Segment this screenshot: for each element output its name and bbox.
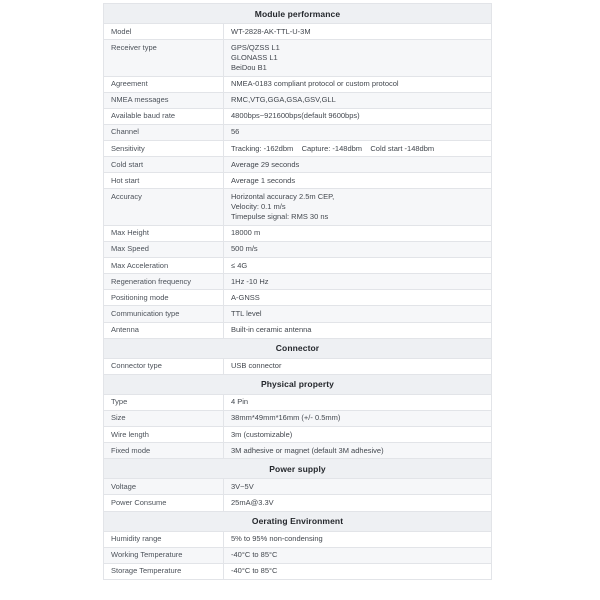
table-row [104, 173, 492, 189]
table-row [104, 76, 492, 92]
section-title: Power supply [104, 459, 492, 479]
section-title: Connector [104, 338, 492, 358]
spec-value-cell: USB connector [224, 358, 492, 374]
spec-table [103, 3, 492, 580]
spec-value-cell: Average 29 seconds [224, 157, 492, 173]
spec-value-cell: 500 m/s [224, 241, 492, 257]
spec-value-cell: Tracking: -162dbm Capture: -148dbm Cold start -148dbm [224, 141, 492, 157]
table-row [104, 547, 492, 563]
spec-value-cell: 25mA@3.3V [224, 495, 492, 511]
spec-label-cell: Agreement [104, 76, 224, 92]
table-row [104, 443, 492, 459]
table-row [104, 124, 492, 140]
spec-value-cell: 3V~5V [224, 479, 492, 495]
spec-label-cell: Size [104, 410, 224, 426]
table-row [104, 306, 492, 322]
spec-label-cell: Voltage [104, 479, 224, 495]
table-row [104, 290, 492, 306]
spec-label-cell: Positioning mode [104, 290, 224, 306]
section-header-row [104, 459, 492, 479]
spec-label-cell: Humidity range [104, 531, 224, 547]
spec-value-cell: -40°C to 85°C [224, 563, 492, 579]
spec-label-cell: Model [104, 24, 224, 40]
spec-label-cell: Max Acceleration [104, 258, 224, 274]
spec-label-cell: Channel [104, 124, 224, 140]
spec-value-cell: -40°C to 85°C [224, 547, 492, 563]
section-header-row [104, 338, 492, 358]
table-row [104, 141, 492, 157]
table-row [104, 531, 492, 547]
table-row [104, 225, 492, 241]
spec-value-cell: WT-2828-AK-TTL-U-3M [224, 24, 492, 40]
section-header-row [104, 374, 492, 394]
spec-label-cell: Available baud rate [104, 108, 224, 124]
spec-sheet [103, 3, 492, 580]
spec-label-cell: Receiver type [104, 40, 224, 76]
spec-label-cell: Working Temperature [104, 547, 224, 563]
spec-value-cell: 38mm*49mm*16mm (+/- 0.5mm) [224, 410, 492, 426]
spec-label-cell: Max Height [104, 225, 224, 241]
spec-value-cell: TTL level [224, 306, 492, 322]
spec-value-cell: 18000 m [224, 225, 492, 241]
table-row [104, 427, 492, 443]
spec-label-cell: Fixed mode [104, 443, 224, 459]
table-row [104, 241, 492, 257]
section-title: Oerating Environment [104, 511, 492, 531]
spec-value-cell: 5% to 95% non-condensing [224, 531, 492, 547]
table-row [104, 495, 492, 511]
table-row [104, 410, 492, 426]
spec-value-cell: Average 1 seconds [224, 173, 492, 189]
section-header-row [104, 4, 492, 24]
spec-label-cell: Storage Temperature [104, 563, 224, 579]
spec-label-cell: Communication type [104, 306, 224, 322]
section-title: Physical property [104, 374, 492, 394]
spec-label-cell: Max Speed [104, 241, 224, 257]
table-row [104, 358, 492, 374]
spec-value-cell: Built-in ceramic antenna [224, 322, 492, 338]
spec-label-cell: Sensitivity [104, 141, 224, 157]
table-row [104, 322, 492, 338]
table-row [104, 563, 492, 579]
spec-label-cell: Type [104, 394, 224, 410]
spec-value-cell: 1Hz -10 Hz [224, 274, 492, 290]
spec-label-cell: Cold start [104, 157, 224, 173]
table-row [104, 274, 492, 290]
table-row [104, 394, 492, 410]
table-row [104, 189, 492, 225]
spec-value-cell: 4800bps~921600bps(default 9600bps) [224, 108, 492, 124]
table-row [104, 258, 492, 274]
spec-label-cell: Wire length [104, 427, 224, 443]
table-row [104, 479, 492, 495]
spec-label-cell: Connector type [104, 358, 224, 374]
table-row [104, 108, 492, 124]
spec-value-cell: Horizontal accuracy 2.5m CEP, Velocity: 0.1 m/s Timepulse signal: RMS 30 ns [224, 189, 492, 225]
spec-label-cell: Antenna [104, 322, 224, 338]
spec-value-cell: ≤ 4G [224, 258, 492, 274]
spec-value-cell: 3m (customizable) [224, 427, 492, 443]
spec-label-cell: Hot start [104, 173, 224, 189]
spec-label-cell: Regeneration frequency [104, 274, 224, 290]
table-row [104, 40, 492, 76]
spec-value-cell: RMC,VTG,GGA,GSA,GSV,GLL [224, 92, 492, 108]
spec-value-cell: A-GNSS [224, 290, 492, 306]
table-row [104, 92, 492, 108]
spec-label-cell: Power Consume [104, 495, 224, 511]
spec-label-cell: Accuracy [104, 189, 224, 225]
section-header-row [104, 511, 492, 531]
section-title: Module performance [104, 4, 492, 24]
spec-value-cell: GPS/QZSS L1 GLONASS L1 BeiDou B1 [224, 40, 492, 76]
spec-value-cell: 4 Pin [224, 394, 492, 410]
spec-value-cell: 56 [224, 124, 492, 140]
spec-value-cell: 3M adhesive or magnet (default 3M adhesive) [224, 443, 492, 459]
table-row [104, 157, 492, 173]
spec-label-cell: NMEA messages [104, 92, 224, 108]
table-row [104, 24, 492, 40]
spec-value-cell: NMEA-0183 compliant protocol or custom protocol [224, 76, 492, 92]
